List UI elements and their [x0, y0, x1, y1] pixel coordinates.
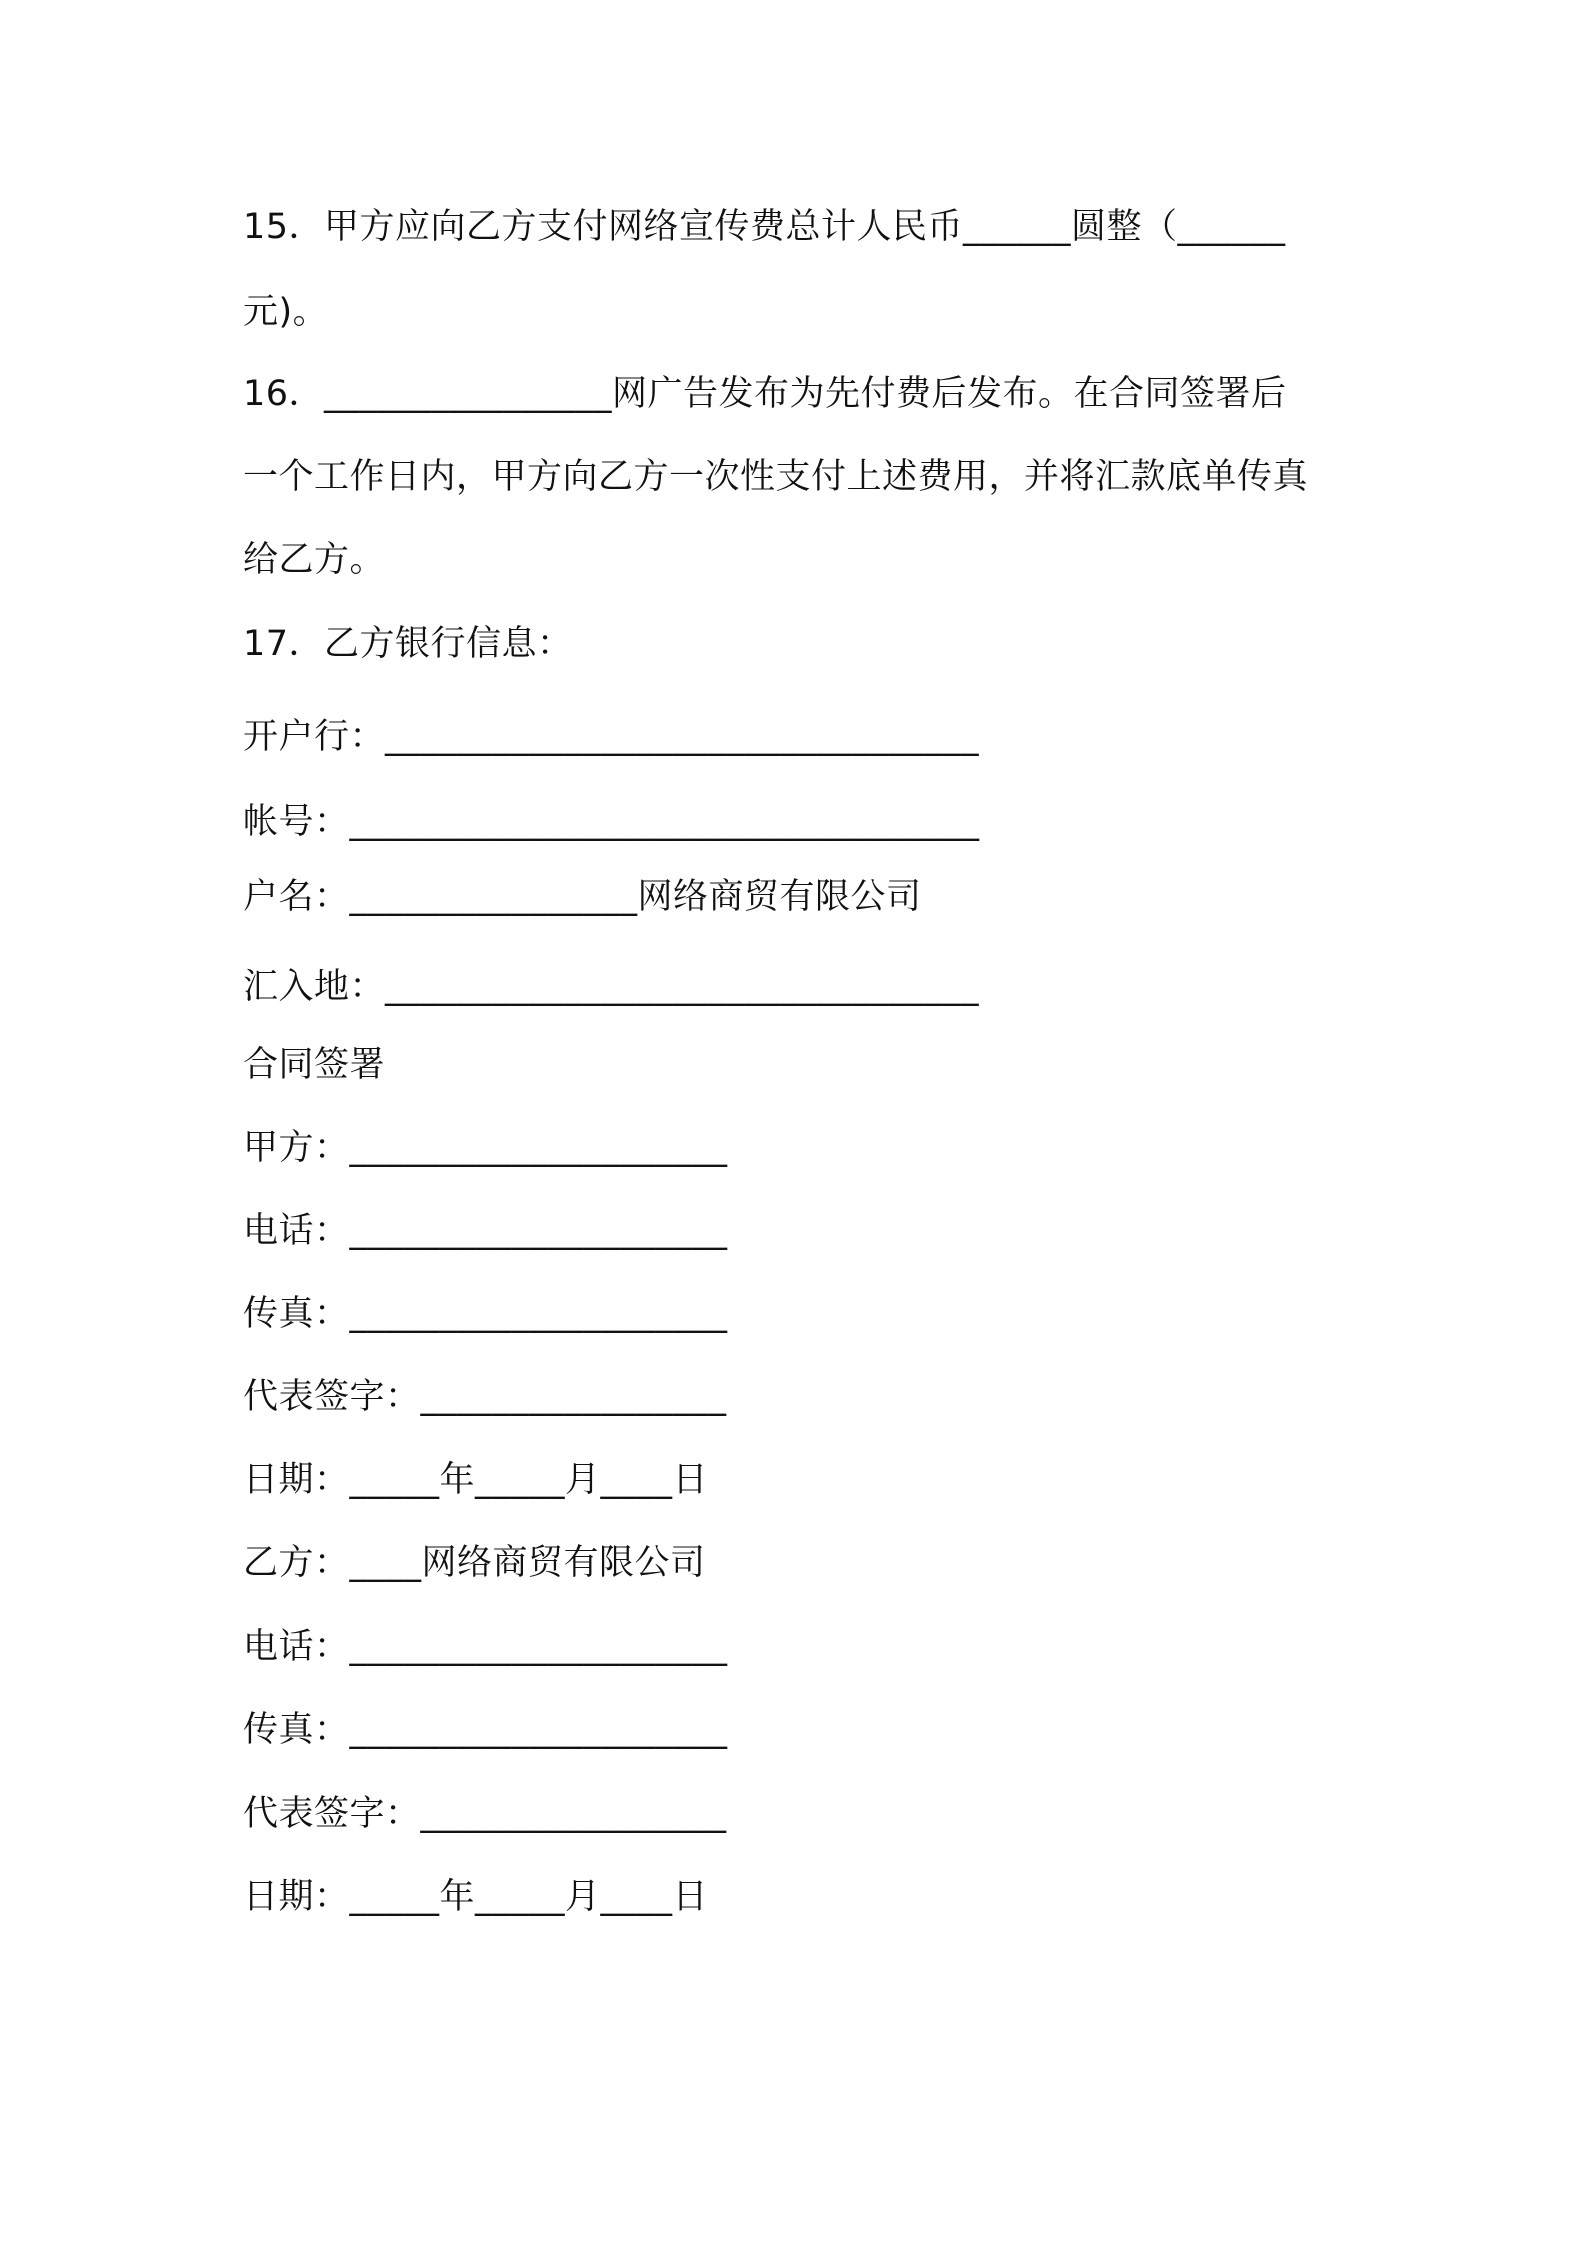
party-a-name-field: 甲方：_____________________ [243, 1128, 728, 1168]
party-b-date-field: 日期：_____年_____月____日 [243, 1877, 709, 1917]
clause-15-line-2: 元)。 [243, 292, 329, 332]
bank-name-field: 开户行：_________________________________ [243, 717, 980, 757]
party-a-date-field: 日期：_____年_____月____日 [243, 1460, 709, 1500]
account-name-field: 户名：________________网络商贸有限公司 [243, 877, 922, 917]
party-a-fax-field: 传真：_____________________ [243, 1294, 728, 1334]
clause-16-line-1: 16．________________网广告发布为先付费后发布。在合同签署后 [243, 374, 1287, 414]
party-a-signature-field: 代表签字：_________________ [243, 1377, 727, 1417]
clause-16-line-3: 给乙方。 [243, 540, 386, 580]
party-b-fax-field: 传真：_____________________ [243, 1710, 728, 1750]
clause-17-title: 17．乙方银行信息： [243, 624, 573, 664]
party-b-name-field: 乙方：____网络商贸有限公司 [243, 1543, 706, 1583]
party-b-phone-field: 电话：_____________________ [243, 1627, 728, 1667]
clause-15-line-1: 15．甲方应向乙方支付网络宣传费总计人民币______圆整（______ [243, 207, 1286, 247]
party-a-phone-field: 电话：_____________________ [243, 1211, 728, 1251]
signing-title: 合同签署 [243, 1045, 386, 1085]
clause-16-line-2: 一个工作日内，甲方向乙方一次性支付上述费用，并将汇款底单传真 [243, 457, 1309, 497]
party-b-signature-field: 代表签字：_________________ [243, 1794, 727, 1834]
remit-place-field: 汇入地：_________________________________ [243, 967, 980, 1007]
account-number-field: 帐号：___________________________________ [243, 802, 980, 842]
